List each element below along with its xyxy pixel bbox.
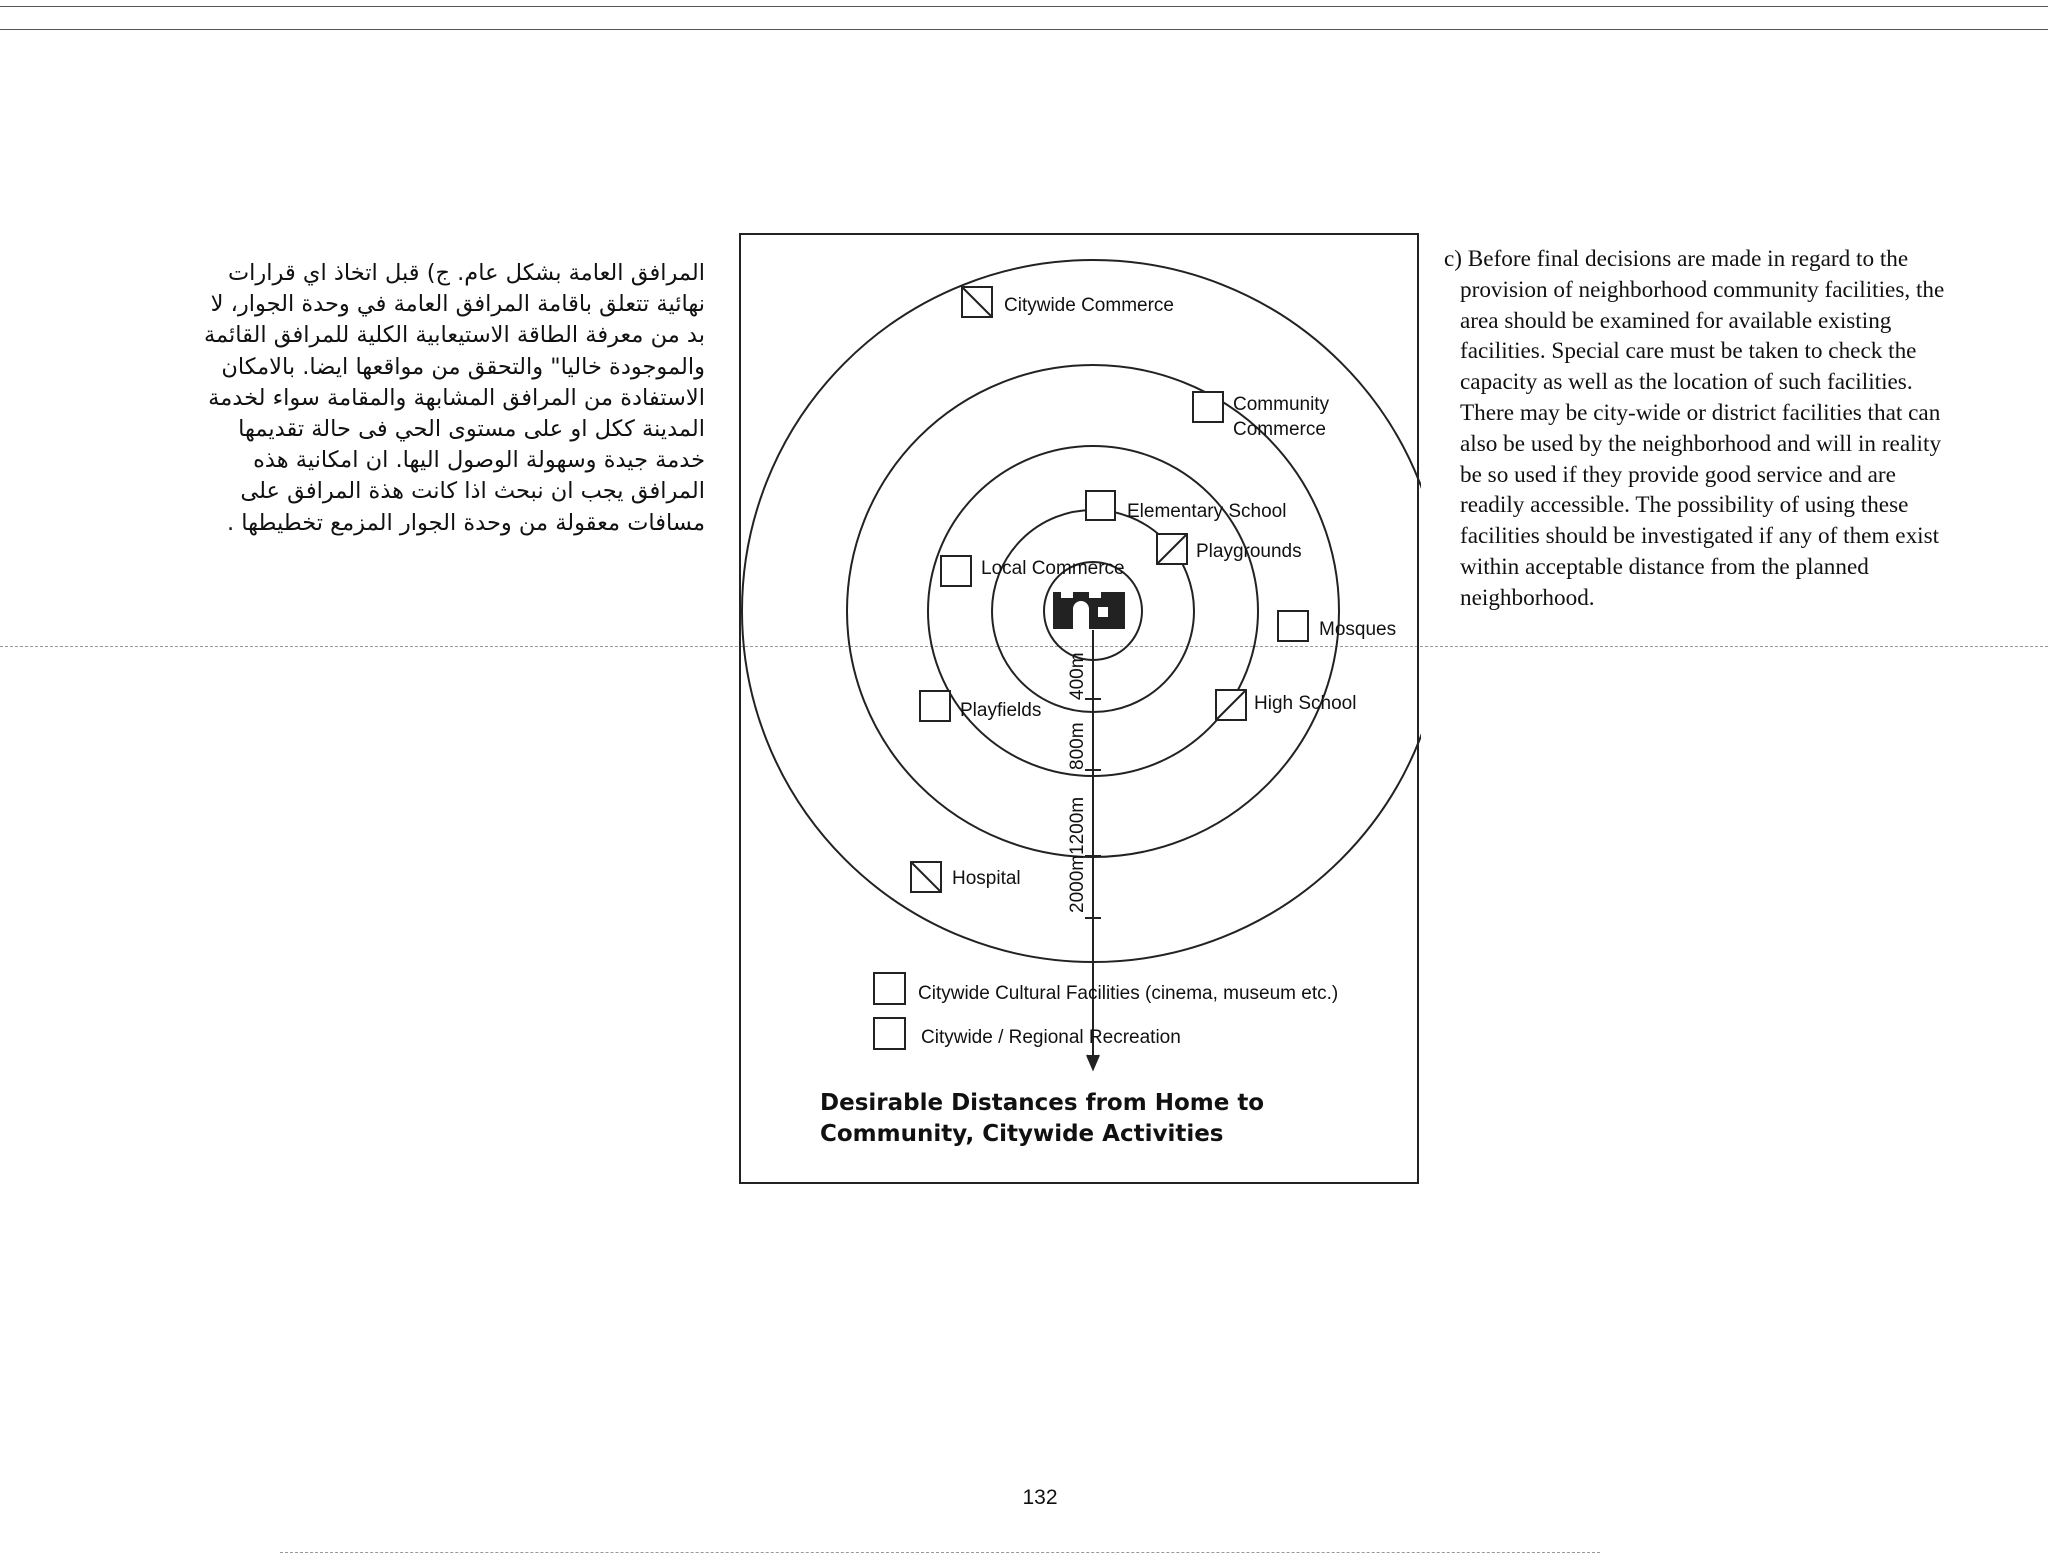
playgrounds-label: Playgrounds bbox=[1196, 541, 1302, 562]
playfields-label: Playfields bbox=[960, 700, 1042, 721]
distance-label-1200m: 1200m bbox=[1067, 796, 1088, 855]
community-commerce-marker bbox=[1193, 392, 1223, 422]
high-school-marker bbox=[1216, 690, 1246, 720]
citywide-commerce-label: Citywide Commerce bbox=[1004, 295, 1174, 316]
mosques-label: Mosques bbox=[1319, 619, 1397, 640]
mosques-marker bbox=[1278, 611, 1308, 641]
elementary-school-label: Elementary School bbox=[1127, 501, 1287, 522]
elementary-school-marker bbox=[1086, 491, 1115, 520]
hospital-marker bbox=[911, 862, 941, 892]
home-icon bbox=[1053, 592, 1125, 629]
english-paragraph-text: c) Before final decisions are made in regard to the provision of neighborhood community facilities, the area should be examined for available existing facilities. Special care must be taken to check the capacity as well as the location of such facilities. There may be city-wide or district facilities that can also be used by the neighborhood and will in reality be so used if they provide good service and are readily accessible. The possibility of using these facilities should be investigated if any of them exist within acceptable distance from the planned neighborhood. bbox=[1444, 246, 1945, 611]
legend-cultural-label: Citywide Cultural Facilities (cinema, museum etc.) bbox=[918, 983, 1339, 1004]
distance-label-400m: 400m bbox=[1067, 652, 1088, 700]
local-commerce-marker bbox=[941, 556, 971, 586]
high-school-label: High School bbox=[1254, 693, 1357, 714]
distance-label-800m: 800m bbox=[1067, 722, 1088, 770]
community-label: Community bbox=[1233, 394, 1330, 415]
bottom-rule bbox=[280, 1552, 1600, 1553]
citywide-commerce-marker bbox=[962, 287, 992, 317]
caption-line-1: Desirable Distances from Home to bbox=[820, 1090, 1265, 1116]
page-number: 132 bbox=[1022, 1486, 1058, 1509]
figure-frame bbox=[739, 233, 1419, 1184]
playfields-marker bbox=[920, 691, 950, 721]
top-rule bbox=[0, 6, 2048, 7]
legend-recreation-label: Citywide / Regional Recreation bbox=[921, 1027, 1181, 1048]
distance-diagram bbox=[741, 235, 1421, 1186]
playgrounds-marker bbox=[1157, 534, 1187, 564]
arabic-paragraph bbox=[190, 258, 705, 539]
legend-cultural-marker bbox=[874, 973, 905, 1004]
legend-recreation-marker bbox=[874, 1018, 905, 1049]
local-commerce-label: Local Commerce bbox=[981, 558, 1125, 579]
arabic-paragraph-text: المرافق العامة بشكل عام. ج) قبل اتخاذ اي قرارات نهائية تتعلق باقامة المرافق العامة في وحدة الجوار، لا بد من معرفة الطاقة الاستيعابية الكلية للمرافق القائمة والموجودة خاليا" والتحقق من مواقعها ايضا. بالامكان الاستفادة من المرافق المشابهة والمقامة سواء لخدمة المدينة ككل او على مستوى الحي فى حالة تقديمها خدمة جيدة وسهولة الوصول اليها. ان امكانية هذه المرافق يجب ان نبحث اذا كانت هذة المرافق على مسافات معقولة من وحدة الجوار المزمع تخطيطها . bbox=[203, 260, 705, 536]
english-paragraph bbox=[1444, 244, 1964, 614]
hospital-label: Hospital bbox=[952, 868, 1021, 889]
commerce-label: Commerce bbox=[1233, 419, 1326, 440]
caption-line-2: Community, Citywide Activities bbox=[820, 1121, 1224, 1147]
top-rule-double bbox=[0, 29, 2048, 30]
distance-label-2000m: 2000m bbox=[1067, 854, 1088, 913]
figure-caption bbox=[820, 1088, 1340, 1150]
